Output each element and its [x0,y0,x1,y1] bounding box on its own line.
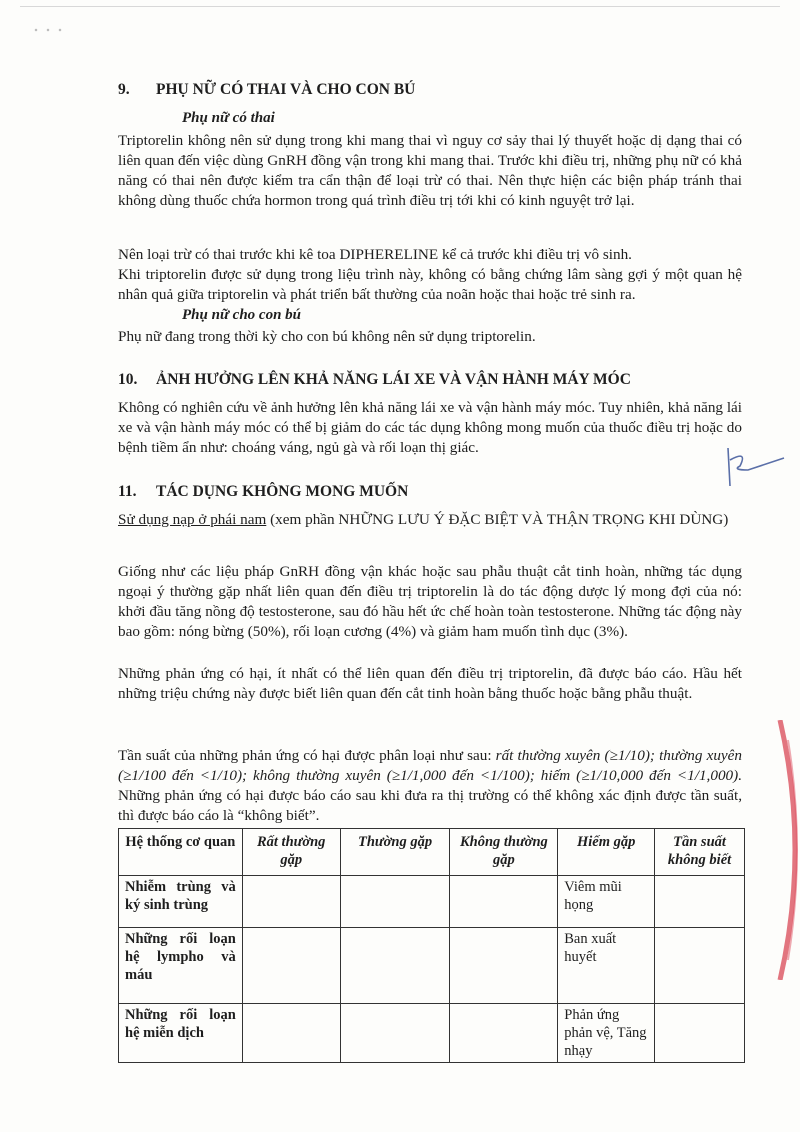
system-cell: Nhiễm trùng và ký sinh trùng [119,876,243,928]
header-cell: Không thường gặp [450,829,558,876]
text: Tần suất của những phản ứng có hại được phân loại như sau: [118,747,496,764]
initial-mark [718,440,788,490]
cell [340,928,450,1004]
paragraph: Những phản ứng có hại, ít nhất có thể liên quan đến điều trị triptorelin, đã được báo cáo. Hầu hết những triệu chứng này được biết liên quan đến cắt tinh hoàn bằng thuốc hoặc bằng phẫu thuật. [118,665,742,702]
paragraph: Khi triptorelin được sử dụng trong liệu trình này, không có bằng chứng lâm sàng gợi ý một quan hệ nhân quả giữa triptorelin và phát triển bất thường của noãn hoặc thai hoặc trẻ sinh ra. [118,266,742,303]
section-number: 10. [118,371,138,388]
system-cell: Những rối loạn hệ miễn dịch [119,1004,243,1063]
table-row [119,876,745,928]
text: Những phản ứng có hại được báo cáo sau khi đưa ra thị trường có thể không xác định được tần suất, thì được báo cáo là “không biết”. [118,787,742,824]
underlined-text: Sử dụng nạp ở phái nam [118,511,267,528]
header-cell: Hiếm gặp [558,829,655,876]
paragraph: Không có nghiên cứu về ảnh hưởng lên khả năng lái xe và vận hành máy móc. Tuy nhiên, khả năng lái xe và vận hành máy móc có thể bị giảm do các tác dụng không mong muốn của thuốc điều trị hoặc do bệnh tiềm ẩn như: choáng váng, ngủ gà và rối loạn thị giác. [118,399,742,456]
table-row [119,1004,745,1063]
section-9-heading [118,80,415,100]
table-row [119,928,745,1004]
italic-text: rất thường xuyên (≥1/10); thường xuyên (≥1/100 đến <1/10); không thường xuyên (≥1/1,000 đến <1/100); hiếm (≥1/10,000 đến <1/1,000). [118,747,742,784]
red-stamp-edge [740,720,800,980]
cell [450,1004,558,1063]
section-10-heading [118,370,631,390]
rare-cell: Phản ứng phản vệ, Tăng nhạy [558,1004,655,1063]
cell [450,928,558,1004]
paragraph [118,746,742,826]
section-title: ẢNH HƯỞNG LÊN KHẢ NĂNG LÁI XE VÀ VẬN HÀNH MÁY MÓC [156,371,631,388]
header-cell: Hệ thống cơ quan [119,829,243,876]
cell [655,928,745,1004]
cell [450,876,558,928]
paragraph [118,510,742,530]
rare-cell: Viêm mũi họng [558,876,655,928]
subheading-breastfeeding: Phụ nữ cho con bú [182,307,302,323]
system-cell: Những rối loạn hệ lympho và máu [119,928,243,1004]
paragraph: Triptorelin không nên sử dụng trong khi mang thai vì nguy cơ sảy thai lý thuyết hoặc dị dạng thai có liên quan đến việc dùng GnRH đồng vận trong khi mang thai. Trước khi điều trị, những phụ nữ có khả năng có thai nên được kiểm tra cẩn thận để loại trừ có thai. Nên thực hiện các biện pháp tránh thai không dùng thuốc chứa hormon trong quá trình điều trị tới khi có kinh nguyệt trở lại. [118,132,742,209]
subheading-pregnant: Phụ nữ có thai [182,110,275,126]
table-header-row [119,829,745,876]
cell [655,1004,745,1063]
adverse-reactions-table [118,828,745,1063]
section-title: TÁC DỤNG KHÔNG MONG MUỐN [156,483,409,500]
cell [340,876,450,928]
section-11-heading [118,482,408,502]
header-cell: Rất thường gặp [242,829,340,876]
cell [242,928,340,1004]
cell [242,876,340,928]
cell [655,876,745,928]
text: (xem phần NHỮNG LƯU Ý ĐẶC BIỆT VÀ THẬN TRỌNG KHI DÙNG) [266,511,729,528]
cell [242,1004,340,1063]
section-title: PHỤ NỮ CÓ THAI VÀ CHO CON BÚ [156,81,416,98]
rare-cell: Ban xuất huyết [558,928,655,1004]
section-number: 11. [118,483,137,500]
paragraph: Nên loại trừ có thai trước khi kê toa DIPHERELINE kể cả trước khi điều trị vô sinh. [118,246,632,263]
header-cell: Thường gặp [340,829,450,876]
scan-edge-line [20,6,780,7]
cell [340,1004,450,1063]
paragraph: Phụ nữ đang trong thời kỳ cho con bú không nên sử dụng triptorelin. [118,328,536,345]
header-cell: Tần suất không biết [655,829,745,876]
paragraph: Giống như các liệu pháp GnRH đồng vận khác hoặc sau phẫu thuật cắt tinh hoàn, những tác dụng ngoại ý thường gặp nhất liên quan đến điều trị triptorelin là do tác động dược lý mong đợi của nó: khởi đầu tăng nồng độ testosterone, sau đó hầu hết ức chế hoàn toàn testosterone. Những tác động này bao gồm: nóng bừng (50%), rối loạn cương (4%) và giảm ham muốn tình dục (3%). [118,563,742,640]
scan-dots [30,28,70,32]
section-number: 9. [118,81,130,98]
